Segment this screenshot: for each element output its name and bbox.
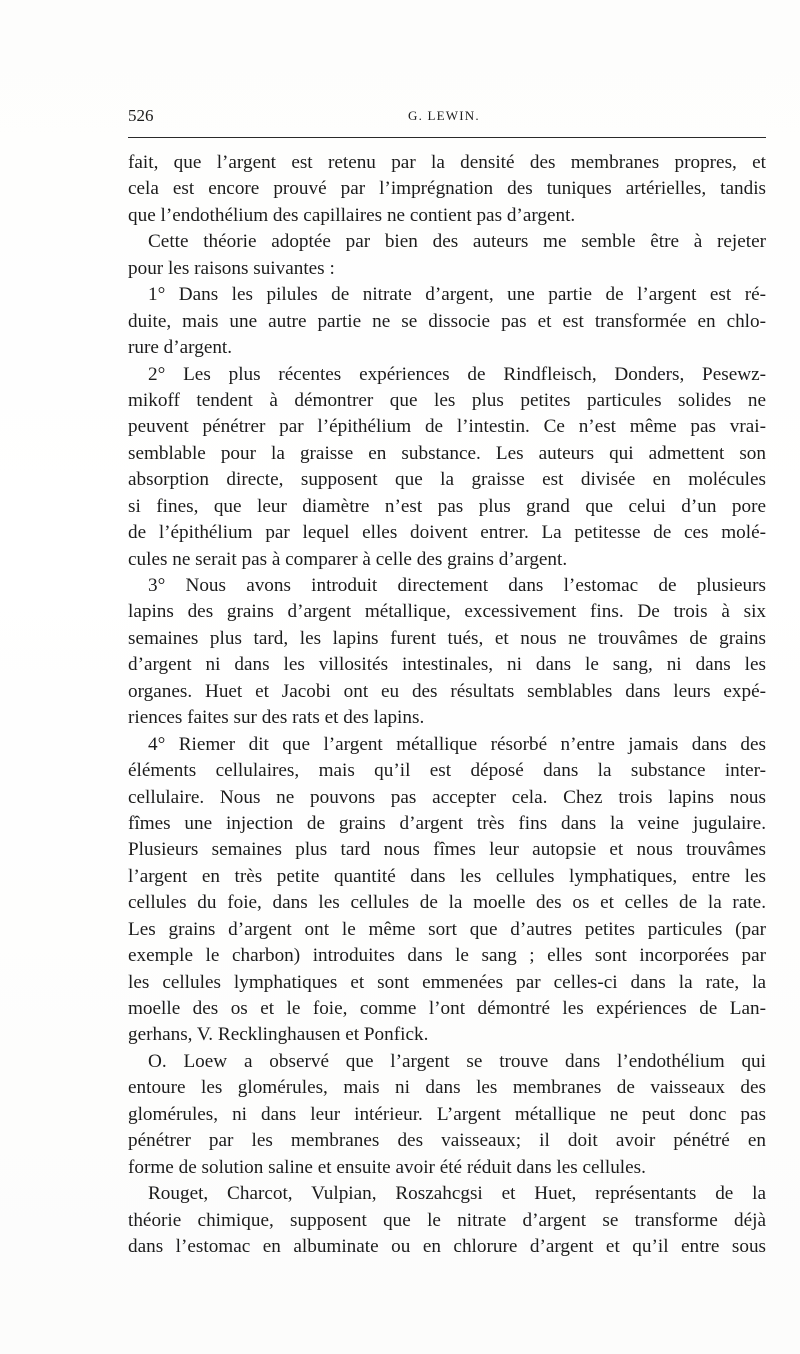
text-line: forme de solution saline et ensuite avoir été réduit dans les cellules. bbox=[128, 1156, 646, 1178]
text-line: 1° Dans les pilules de nitrate d’argent, une partie de l’argent est ré- bbox=[148, 284, 766, 306]
text-line: duite, mais une autre partie ne se dissocie pas et est transformée en chlo- bbox=[128, 310, 766, 332]
text-line: absorption directe, supposent que la graisse est divisée en molécules bbox=[128, 469, 766, 491]
text-line: que l’endothélium des capillaires ne contient pas d’argent. bbox=[128, 204, 576, 226]
page-header bbox=[128, 106, 766, 130]
text-line: 4° Riemer dit que l’argent métallique résorbé n’entre jamais dans des bbox=[148, 733, 766, 755]
text-line: semaines plus tard, les lapins furent tués, et nous ne trouvâmes de grains bbox=[128, 627, 766, 649]
text-line: 2° Les plus récentes expériences de Rindfleisch, Donders, Pesewz- bbox=[148, 363, 766, 385]
text-line: glomérules, ni dans leur intérieur. L’argent métallique ne peut donc pas bbox=[128, 1103, 766, 1125]
text-line: Plusieurs semaines plus tard nous fîmes leur autopsie et nous trouvâmes bbox=[128, 839, 766, 861]
text-line: cela est encore prouvé par l’imprégnation des tuniques artérielles, tandis bbox=[128, 178, 766, 200]
running-head-author: G. LEWIN. bbox=[408, 108, 480, 123]
text-line: de l’épithélium par lequel elles doivent entrer. La petitesse de ces molé- bbox=[128, 522, 766, 544]
text-line: si fines, que leur diamètre n’est pas plus grand que celui d’un pore bbox=[128, 495, 766, 517]
text-line: exemple le charbon) introduites dans le sang ; elles sont incorporées par bbox=[128, 945, 766, 967]
text-line: cellules du foie, dans les cellules de la moelle des os et celles de la rate. bbox=[128, 892, 766, 914]
text-line: théorie chimique, supposent que le nitrate d’argent se transforme déjà bbox=[128, 1209, 766, 1231]
text-line: mikoff tendent à démontrer que les plus petites particules solides ne bbox=[128, 389, 766, 411]
text-line: d’argent ni dans les villosités intestinales, ni dans le sang, ni dans les bbox=[128, 654, 766, 676]
text-line: fait, que l’argent est retenu par la densité des membranes propres, et bbox=[128, 152, 766, 173]
text-line: l’argent en très petite quantité dans les cellules lymphatiques, entre les bbox=[128, 865, 766, 887]
text-line: 3° Nous avons introduit directement dans l’estomac de plusieurs bbox=[148, 575, 766, 596]
text-line: fîmes une injection de grains d’argent très fins dans la veine jugulaire. bbox=[128, 812, 766, 834]
text-line: Les grains d’argent ont le même sort que d’autres petites particules (par bbox=[128, 918, 766, 940]
text-line: O. Loew a observé que l’argent se trouve dans l’endothélium qui bbox=[148, 1050, 766, 1072]
text-line: éléments cellulaires, mais qu’il est déposé dans la substance inter- bbox=[128, 760, 766, 782]
header-rule bbox=[128, 137, 766, 138]
text-line: cellulaire. Nous ne pouvons pas accepter cela. Chez trois lapins nous bbox=[128, 786, 766, 808]
text-line: organes. Huet et Jacobi ont eu des résultats semblables dans leurs expé- bbox=[128, 680, 766, 702]
text-line: Rouget, Charcot, Vulpian, Roszahcgsi et Huet, représentants de la bbox=[148, 1183, 766, 1205]
text-line: lapins des grains d’argent métallique, excessivement fins. De trois à six bbox=[128, 601, 766, 623]
text-line: pour les raisons suivantes : bbox=[128, 257, 335, 279]
text-line: riences faites sur des rats et des lapins. bbox=[128, 707, 425, 729]
text-line: cules ne serait pas à comparer à celle des grains d’argent. bbox=[128, 548, 568, 570]
text-line: dans l’estomac en albuminate ou en chlorure d’argent et qu’il entre sous bbox=[128, 1235, 766, 1257]
text-line: peuvent pénétrer par l’épithélium de l’intestin. Ce n’est même pas vrai- bbox=[128, 416, 766, 438]
text-line: rure d’argent. bbox=[128, 337, 233, 359]
text-line: semblable pour la graisse en substance. Les auteurs qui admettent son bbox=[128, 442, 766, 464]
text-line: moelle des os et le foie, comme l’ont démontré les expériences de Lan- bbox=[128, 998, 766, 1019]
text-line: pénétrer par les membranes des vaisseaux; il doit avoir pénétré en bbox=[128, 1130, 766, 1152]
text-line: les cellules lymphatiques et sont emmenées par celles-ci dans la rate, la bbox=[128, 971, 766, 993]
page-number: 526 bbox=[128, 106, 154, 125]
text-line: entoure les glomérules, mais ni dans les membranes de vaisseaux des bbox=[128, 1077, 766, 1099]
body-text bbox=[128, 150, 766, 1260]
text-line: Cette théorie adoptée par bien des auteurs me semble être à rejeter bbox=[148, 231, 766, 253]
text-line: gerhans, V. Recklinghausen et Ponfick. bbox=[128, 1024, 429, 1046]
